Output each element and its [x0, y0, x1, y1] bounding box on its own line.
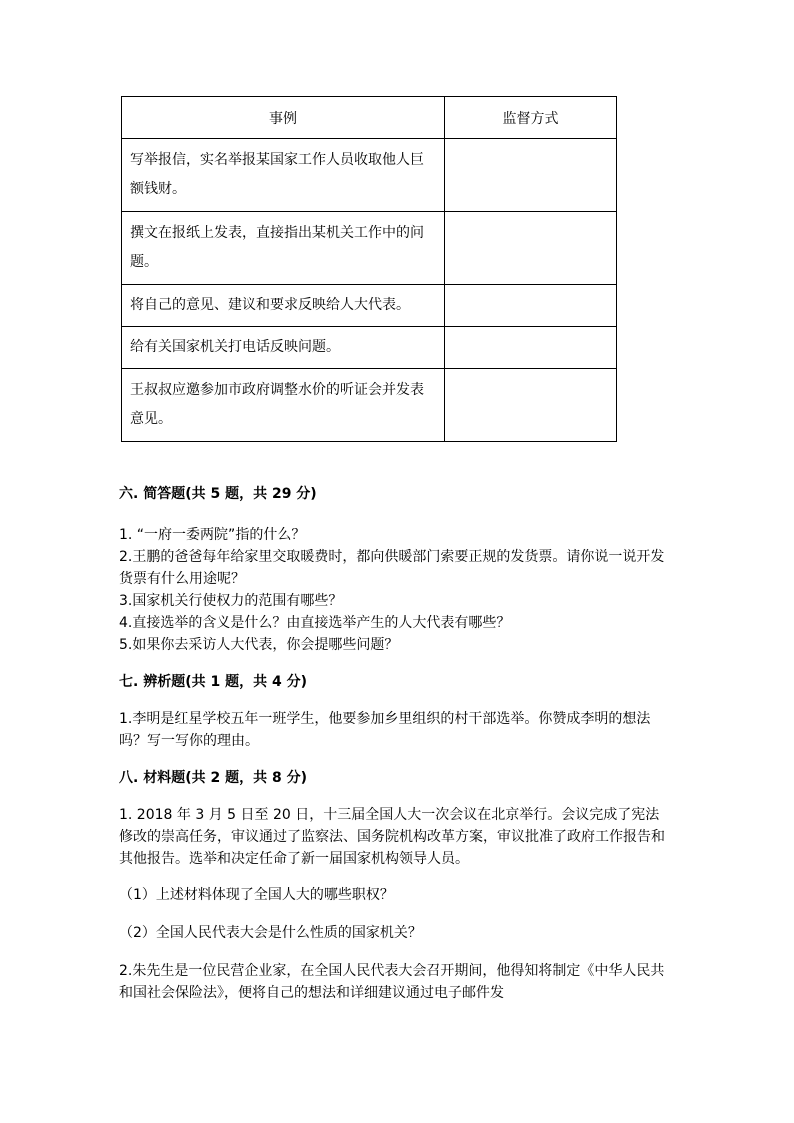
sub-question-two: （2）全国人民代表大会是什么性质的国家机关？: [119, 925, 422, 941]
question-item: 5.如果你去采访人大代表，你会提哪些问题？: [119, 637, 399, 653]
case-cell: 将自己的意见、建议和要求反映给人大代表。: [122, 285, 445, 327]
table-row: [122, 285, 617, 327]
answer-cell: [445, 212, 617, 285]
case-cell: 写举报信，实名举报某国家工作人员收取他人巨额钱财。: [122, 139, 445, 212]
case-cell: 给有关国家机关打电话反映问题。: [122, 327, 445, 369]
material-one: 1. 2018 年 3 月 5 日至 20 日，十三届全国人大一次会议在北京举行。会议完成了宪法修改的崇高任务，审议通过了监察法、国务院机构改革方案，审议批准了政府工作报告和其他报告。选举和决定任命了新一届国家机构领导人员。: [119, 807, 665, 867]
case-cell: 撰文在报纸上发表，直接指出某机关工作中的问题。: [122, 212, 445, 285]
section-seven-title: 七. 辨析题(共 1 题，共 4 分): [119, 674, 307, 690]
question-item: 1.李明是红星学校五年一班学生，他要参加乡里组织的村干部选举。你赞成李明的想法吗？写一写你的理由。: [119, 711, 651, 749]
exam-content: [119, 480, 669, 1004]
material-two: 2.朱先生是一位民营企业家，在全国人民代表大会召开期间，他得知将制定《中华人民共和国社会保险法》，便将自己的想法和详细建议通过电子邮件发: [119, 963, 665, 1001]
section-eight-title: 八. 材料题(共 2 题，共 8 分): [119, 770, 307, 786]
answer-cell: [445, 369, 617, 442]
table-row: [122, 139, 617, 212]
header-supervision-method: 监督方式: [445, 97, 617, 139]
answer-cell: [445, 285, 617, 327]
table-row: [122, 212, 617, 285]
question-item: 4.直接选举的含义是什么？由直接选举产生的人大代表有哪些？: [119, 615, 511, 631]
supervision-table-container: [121, 96, 616, 442]
sub-question-one: （1）上述材料体现了全国人大的哪些职权？: [119, 887, 394, 903]
answer-cell: [445, 327, 617, 369]
answer-cell: [445, 139, 617, 212]
table-header-row: [122, 97, 617, 139]
supervision-table: [121, 96, 617, 442]
header-case: 事例: [122, 97, 445, 139]
table-row: [122, 369, 617, 442]
question-item: 1. “一府一委两院”指的什么？: [119, 527, 306, 543]
table-row: [122, 327, 617, 369]
case-cell: 王叔叔应邀参加市政府调整水价的听证会并发表意见。: [122, 369, 445, 442]
section-six-title: 六. 简答题(共 5 题，共 29 分): [119, 486, 317, 502]
question-item: 2.王鹏的爸爸每年给家里交取暖费时，都向供暖部门索要正规的发货票。请你说一说开发货票有什么用途呢？: [119, 549, 665, 587]
question-item: 3.国家机关行使权力的范围有哪些？: [119, 593, 343, 609]
